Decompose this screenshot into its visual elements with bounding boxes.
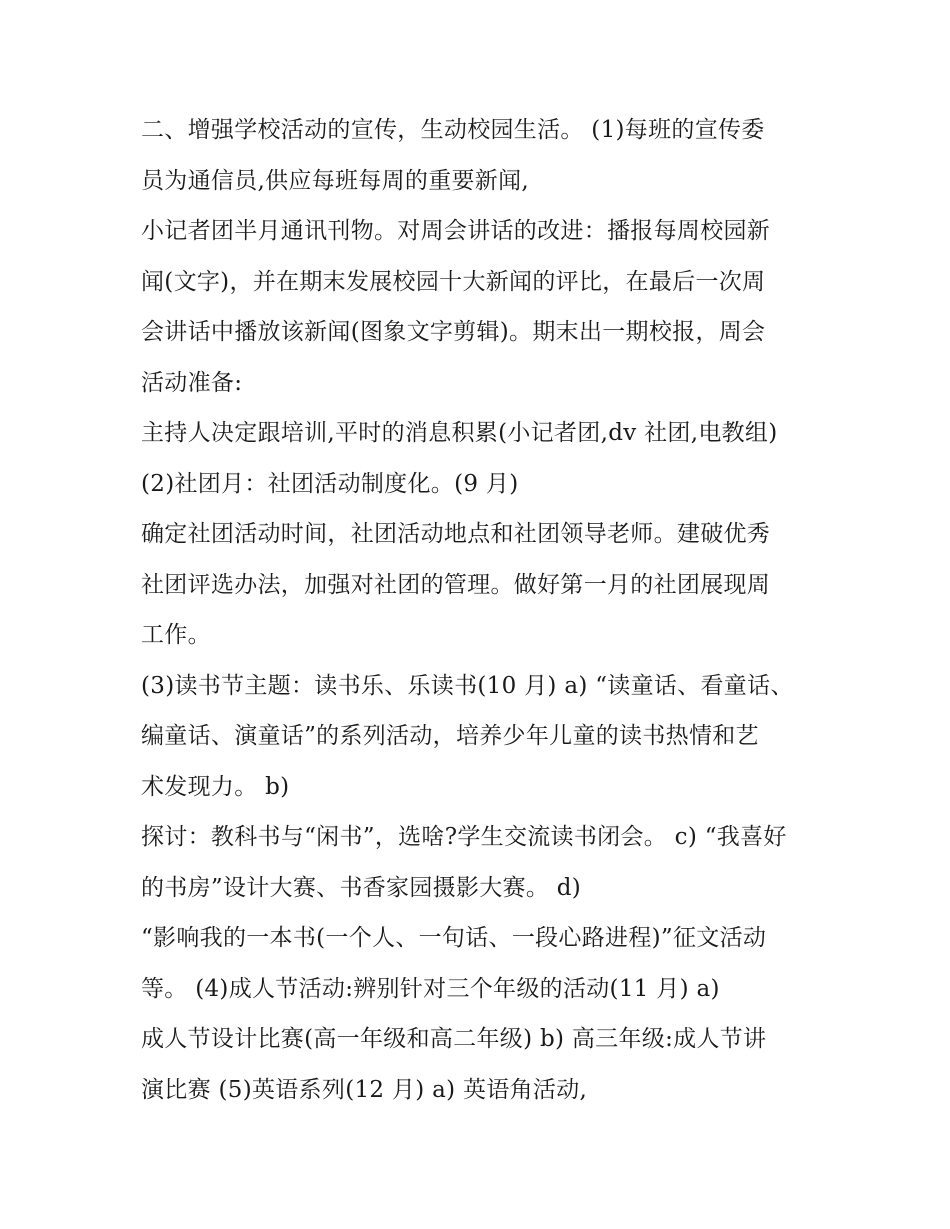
text-line: (3)读书节主题：读书乐、乐读书(10 月) a) “读童话、看童话、: [141, 672, 794, 699]
text-line: 社团评选办法，加强对社团的管理。做好第一月的社团展现周: [141, 571, 771, 598]
text-line: 的书房”设计大赛、书香家园摄影大赛。 d): [141, 874, 582, 901]
text-line: (2)社团月：社团活动制度化。(9 月): [141, 470, 519, 497]
text-line: 演比赛 (5)英语系列(12 月) a) 英语角活动,: [141, 1076, 588, 1103]
text-line: 活动准备:: [141, 369, 243, 396]
text-line: 会讲话中播放该新闻(图象文字剪辑)。期末出一期校报，周会: [141, 319, 766, 345]
text-line: 工作。: [141, 622, 211, 648]
text-line: 二、增强学校活动的宣传，生动校园生活。 (1)每班的宣传委: [141, 117, 765, 143]
text-line: 编童话、演童话”的系列活动，培养少年儿童的读书热情和艺: [141, 723, 759, 749]
text-line: 确定社团活动时间，社团活动地点和社团领导老师。建破优秀: [141, 521, 771, 547]
text-line: “影响我的一本书(一个人、一句话、一段心路进程)”征文活动: [141, 925, 767, 951]
text-line: 主持人决定跟培训,平时的消息积累(小记者团,dv 社团,电教组): [141, 420, 778, 446]
text-line: 探讨：教科书与“闲书”，选啥?学生交流读书闭会。 c) “我喜好: [141, 824, 787, 850]
text-line: 小记者团半月通讯刊物。对周会讲话的改进：播报每周校园新: [141, 218, 771, 244]
text-line: 等。 (4)成人节活动:辨别针对三个年级的活动(11 月) a): [141, 975, 720, 1002]
text-line: 员为通信员,供应每班每周的重要新闻,: [141, 167, 530, 194]
text-line: 术发现力。 b): [141, 773, 290, 800]
document-body: [141, 109, 821, 1119]
text-line: 闻(文字)，并在期末发展校园十大新闻的评比，在最后一次周: [141, 268, 766, 295]
text-line: 成人节设计比赛(高一年级和高二年级) b) 高三年级:成人节讲: [141, 1026, 767, 1052]
